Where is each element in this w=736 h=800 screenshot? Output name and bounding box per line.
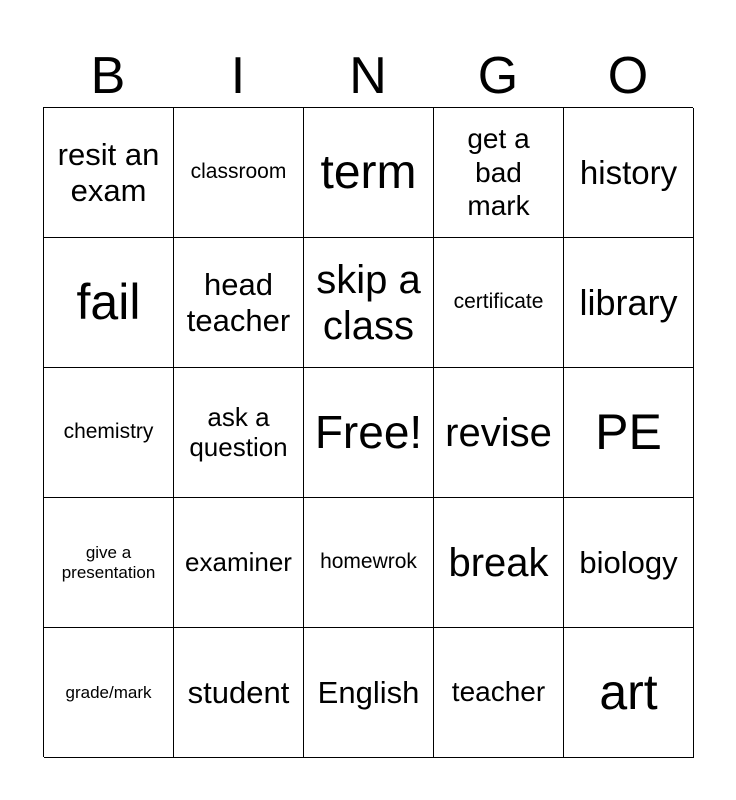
bingo-cell[interactable]: art: [564, 628, 694, 758]
bingo-cell[interactable]: library: [564, 238, 694, 368]
bingo-cell[interactable]: term: [304, 108, 434, 238]
bingo-header: [43, 46, 693, 106]
header-letter-b: B: [90, 47, 126, 105]
bingo-cell[interactable]: certificate: [434, 238, 564, 368]
header-letter-g: G: [477, 47, 519, 105]
bingo-cell[interactable]: grade/mark: [44, 628, 174, 758]
bingo-cell[interactable]: homewrok: [304, 498, 434, 628]
bingo-cell[interactable]: get a bad mark: [434, 108, 564, 238]
bingo-cell[interactable]: ask a question: [174, 368, 304, 498]
bingo-card: [43, 107, 693, 757]
bingo-cell[interactable]: give a presentation: [44, 498, 174, 628]
bingo-cell[interactable]: skip a class: [304, 238, 434, 368]
bingo-cell[interactable]: examiner: [174, 498, 304, 628]
bingo-cell[interactable]: history: [564, 108, 694, 238]
bingo-cell[interactable]: resit an exam: [44, 108, 174, 238]
bingo-cell[interactable]: break: [434, 498, 564, 628]
bingo-cell[interactable]: student: [174, 628, 304, 758]
header-letter-i: I: [230, 47, 246, 105]
bingo-cell[interactable]: Free!: [304, 368, 434, 498]
bingo-cell[interactable]: revise: [434, 368, 564, 498]
bingo-cell[interactable]: teacher: [434, 628, 564, 758]
bingo-cell[interactable]: classroom: [174, 108, 304, 238]
bingo-cell[interactable]: biology: [564, 498, 694, 628]
bingo-cell[interactable]: PE: [564, 368, 694, 498]
header-letter-n: N: [349, 47, 387, 105]
header-letter-o: O: [607, 47, 649, 105]
bingo-cell[interactable]: English: [304, 628, 434, 758]
bingo-cell[interactable]: chemistry: [44, 368, 174, 498]
bingo-cell[interactable]: head teacher: [174, 238, 304, 368]
bingo-cell[interactable]: fail: [44, 238, 174, 368]
